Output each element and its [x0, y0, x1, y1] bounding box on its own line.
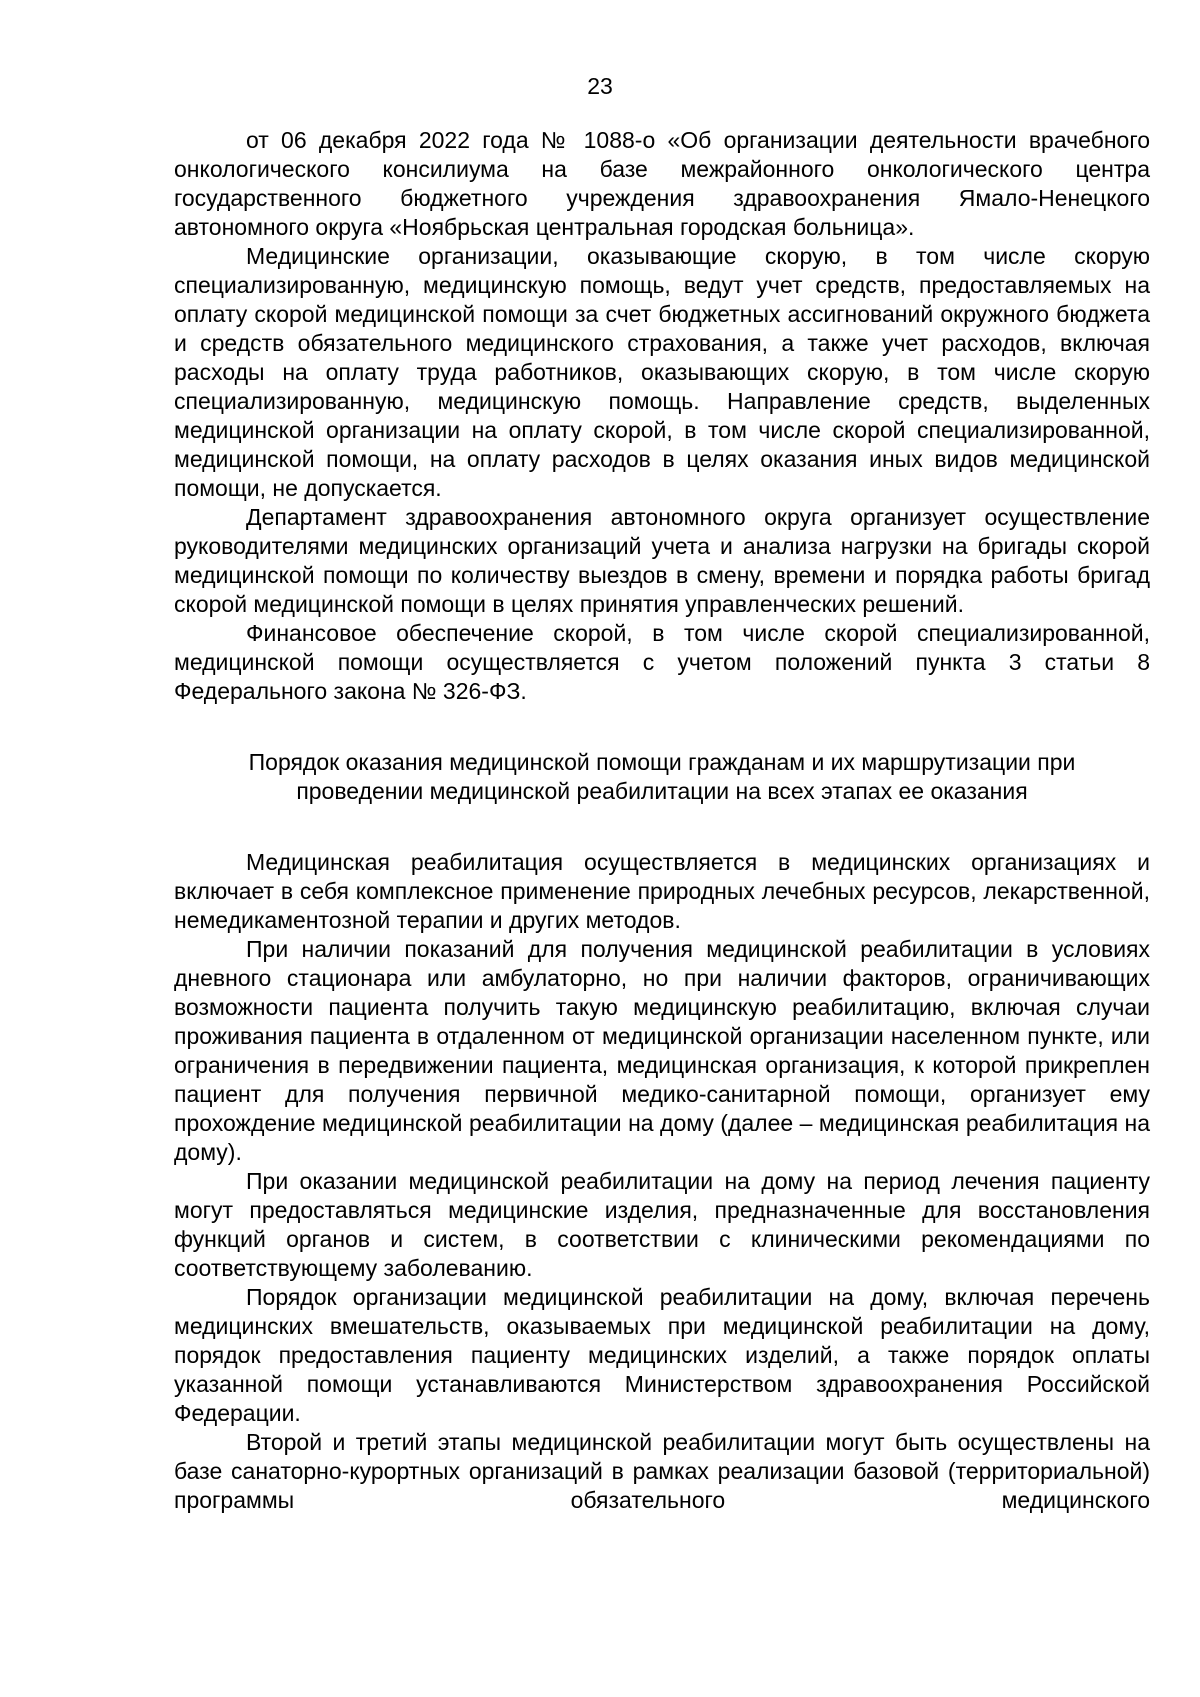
paragraph-rehabilitation-definition: Медицинская реабилитация осуществляется в медицинских организациях и включает в себя комплексное применение природных лечебных ресурсов, лекарственной, немедикаментозной терапии и других методов. [174, 849, 1150, 933]
paragraph-sanatorium-stages: Второй и третий этапы медицинской реабилитации могут быть осуществлены на базе санаторно-курортных организаций в рамках реализации базовой (территориальной) программы обязательного медицинского [174, 1429, 1150, 1513]
paragraph-home-rehabilitation: При наличии показаний для получения медицинской реабилитации в условиях дневного стационара или амбулаторно, но при наличии факторов, ограничивающих возможности пациента получить такую медицинскую реабилитацию, включая случаи проживания пациента в отдаленном от медицинской организации населенном пункте, или ограничения в передвижении пациента, медицинская организация, к которой прикреплен пациент для получения первичной медико-санитарной помощи, организует ему прохождение медицинской реабилитации на дому (далее – медицинская реабилитация на дому). [174, 936, 1150, 1165]
paragraph-rehabilitation-procedure: Порядок организации медицинской реабилитации на дому, включая перечень медицинских вмешательств, оказываемых при медицинской реабилитации на дому, порядок предоставления пациенту медицинских изделий, а также порядок оплаты указанной помощи устанавливаются Министерством здравоохранения Российской Федерации. [174, 1284, 1150, 1426]
document-body [174, 126, 1150, 1515]
paragraph-emergency-accounting: Медицинские организации, оказывающие скорую, в том числе скорую специализированную, медицинскую помощь, ведут учет средств, предоставляемых на оплату скорой медицинской помощи за счет бюджетных ассигнований окружного бюджета и средств обязательного медицинского страхования, а также учет расходов, включая расходы на оплату труда работников, оказывающих скорую, в том числе скорую специализированную, медицинскую помощь. Направление средств, выделенных медицинской организации на оплату скорой, в том числе скорой специализированной, медицинской помощи, на оплату расходов в целях оказания иных видов медицинской помощи, не допускается. [174, 243, 1150, 501]
paragraph-department-analysis: Департамент здравоохранения автономного округа организует осуществление руководителями медицинских организаций учета и анализа нагрузки на бригады скорой медицинской помощи по количеству выездов в смену, времени и порядка работы бригад скорой медицинской помощи в целях принятия управленческих решений. [174, 504, 1150, 617]
paragraph-emergency-financing: Финансовое обеспечение скорой, в том числе скорой специализированной, медицинской помощи осуществляется с учетом положений пункта 3 статьи 8 Федерального закона № 326-ФЗ. [174, 620, 1150, 704]
page-number: 23 [587, 73, 613, 99]
paragraph-order-reference: от 06 декабря 2022 года № 1088-о «Об организации деятельности врачебного онкологического консилиума на базе межрайонного онкологического центра государственного бюджетного учреждения здравоохранения Ямало-Ненецкого автономного округа «Ноябрьская центральная городская больница». [174, 127, 1150, 240]
section-heading-line-1: Порядок оказания медицинской помощи гражданам и их маршрутизации при [248, 749, 1076, 775]
section-heading-rehabilitation [174, 748, 1150, 806]
paragraph-medical-devices: При оказании медицинской реабилитации на дому на период лечения пациенту могут предоставляться медицинские изделия, предназначенные для восстановления функций органов и систем, в соответствии с клиническими рекомендациями по соответствующему заболеванию. [174, 1168, 1150, 1281]
section-heading-line-2: проведении медицинской реабилитации на всех этапах ее оказания [296, 778, 1028, 804]
